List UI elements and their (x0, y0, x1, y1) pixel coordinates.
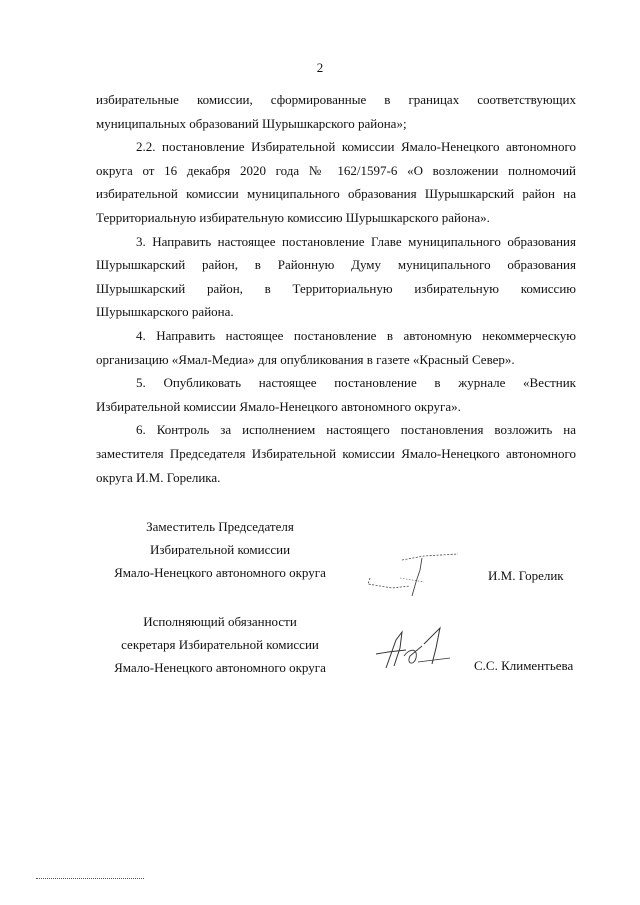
paragraph-6: 6. Контроль за исполнением настоящего постановления возложить на заместителя Председателя Избирательной комиссии Ямало-Ненецкого автономного округа И.М. Горелика. (96, 422, 576, 485)
signatory-2-title-line-3: Ямало-Ненецкого автономного округа (114, 660, 326, 675)
signatory-2-title (90, 610, 350, 679)
signatory-1-title-line-2: Избирательной комиссии (149, 542, 291, 557)
signature-1-icon (362, 548, 472, 606)
paragraph-2-2: 2.2. постановление Избирательной комиссии Ямало-Ненецкого автономного округа от 16 декабря 2020 года № 162/1597-6 «О возложении полномочий избирательной комиссии муниципального образования Шурышкарский район на Территориальную избирательную комиссию Шурышкарского района». (96, 139, 576, 225)
signatory-1-title (90, 515, 350, 584)
paragraph-4: 4. Направить настоящее постановление в автономную некоммерческую организацию «Ямал-Медиа» для опубликования в газете «Красный Север». (96, 327, 576, 367)
paragraph-continuation: избирательные комиссии, сформированные в границах соответствующих муниципальных образований Шурышкарского района»; (96, 92, 576, 131)
signatory-1-title-line-1: Заместитель Председателя (146, 519, 294, 534)
page-number: 2 (316, 60, 324, 75)
signatory-2-title-line-2: секретаря Избирательной комиссии (121, 637, 319, 652)
signature-2-icon (366, 618, 462, 678)
signatory-2-title-line-1: Исполняющий обязанности (143, 614, 297, 629)
signatory-1-name: И.М. Горелик (488, 568, 564, 583)
signatory-2-name: С.С. Климентьева (474, 658, 574, 673)
paragraph-3: 3. Направить настоящее постановление Главе муниципального образования Шурышкарский район, в Районную Думу муниципального образования Шурышкарский район, в Территориальную избирательную комиссию Шурышкарского района. (96, 233, 576, 320)
document-body (96, 88, 576, 489)
paragraph-5: 5. Опубликовать настоящее постановление в журнале «Вестник Избирательной комиссии Ямало-Ненецкого автономного округа». (96, 375, 576, 414)
footer-divider (36, 878, 144, 879)
signatory-1-title-line-3: Ямало-Ненецкого автономного округа (114, 565, 326, 580)
